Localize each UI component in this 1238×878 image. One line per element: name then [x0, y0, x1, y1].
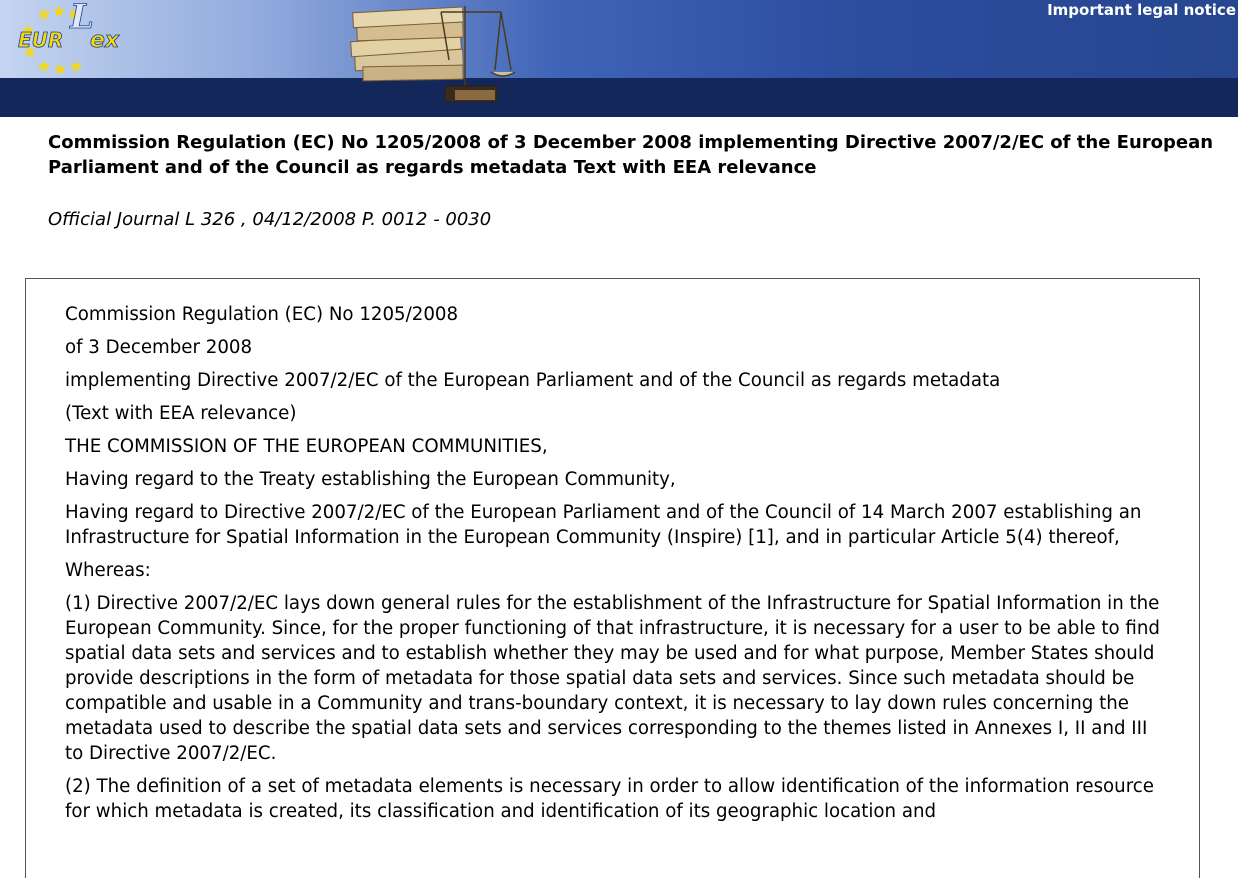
legal-notice-link[interactable]: Important legal notice	[1047, 1, 1236, 19]
regulation-date: of 3 December 2008	[65, 337, 253, 358]
header-banner	[0, 0, 1238, 117]
whereas-heading: Whereas:	[65, 560, 151, 581]
books-scales-icon	[345, 0, 520, 108]
citation-treaty: Having regard to the Treaty establishing the European Community,	[65, 469, 676, 490]
header-strip	[0, 78, 1238, 117]
document-title: Commission Regulation (EC) No 1205/2008 of 3 December 2008 implementing Directive 2007/2/EC of the European Parliament and of the Council as regards metadata Text with EEA relevance	[48, 132, 1214, 178]
document-content-box	[25, 278, 1200, 878]
official-journal-reference: Official Journal L 326 , 04/12/2008 P. 0012 - 0030	[48, 209, 492, 230]
eurlex-logo[interactable]	[14, 2, 134, 78]
recital-1: (1) Directive 2007/2/EC lays down general rules for the establishment of the Infrastructure for Spatial Information in the European Community. Since, for the proper functioning of that infrastructure, it is necessary for a user to be able to find spatial data sets and services and to establish whether they may be used and for what purpose, Member States should provide descriptions in the form of metadata for those spatial data sets and services. Since such metadata should be compatible and usable in a Community and trans-boundary context, it is necessary to lay down rules concerning the metadata used to describe the spatial data sets and services corresponding to the themes listed in Annexes I, II and III to Directive 2007/2/EC.	[65, 593, 1160, 764]
regulation-subject: implementing Directive 2007/2/EC of the European Parliament and of the Council as regards metadata	[65, 370, 1001, 391]
svg-text:L: L	[70, 2, 94, 37]
citation-directive: Having regard to Directive 2007/2/EC of the European Parliament and of the Council of 14 March 2007 establishing an Infrastructure for Spatial Information in the European Community (Inspire) [1], and in particular Article 5(4) thereof,	[65, 502, 1142, 548]
recital-2: (2) The definition of a set of metadata elements is necessary in order to allow identification of the information resource for which metadata is created, its classification and identification of its geographic location and	[65, 776, 1154, 822]
svg-text:EUR: EUR	[18, 28, 64, 52]
regulation-number: Commission Regulation (EC) No 1205/2008	[65, 304, 459, 325]
document-body	[65, 302, 1170, 832]
commission-heading: THE COMMISSION OF THE EUROPEAN COMMUNITIES,	[65, 436, 548, 457]
eea-relevance: (Text with EEA relevance)	[65, 403, 297, 424]
svg-text:ex: ex	[90, 28, 120, 53]
